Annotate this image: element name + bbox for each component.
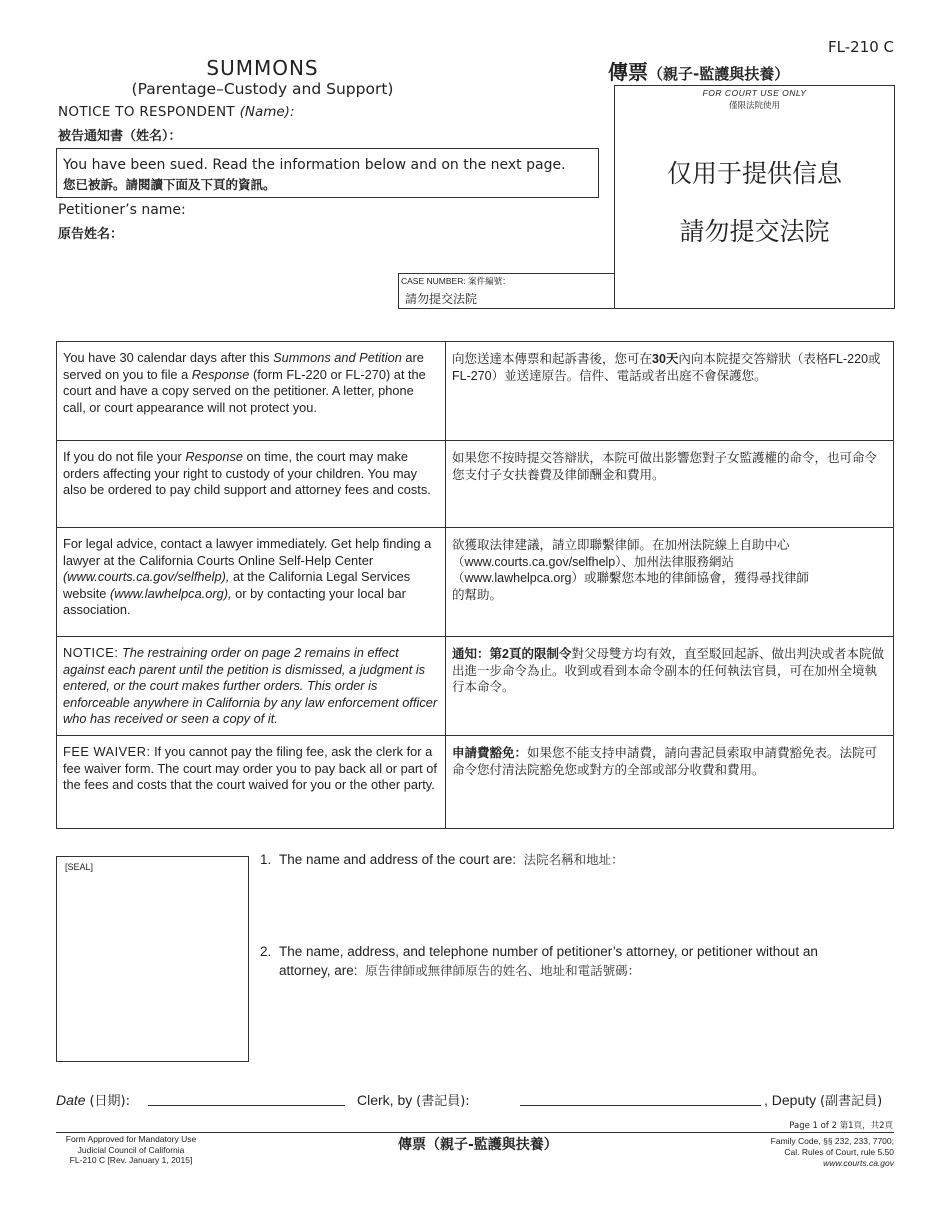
watermark-line-1: 仅用于提供信息 [666,159,842,188]
row-cn-text: 如果您不按時提交答辯狀，本院可做出影響您對子女監護權的命令，也可命令您支付子女扶養費及律師酬金和費用。 [446,441,894,528]
courts-website-link: www.courts.ca.gov [823,1158,894,1168]
row-en-text: You have 30 calendar days after this Summons and Petition are served on you to file a Response (form FL-220 or FL-270) at the court and have a copy served on the petitioner. A letter, phone call, or court appearance will not protect you. [57,342,446,441]
row-cn-text: 通知：第2頁的限制令對父母雙方均有效，直至駁回起訴、做出判決或者本院做出進一步命令為止。收到或看到本命令副本的任何執法官員，可在加州全境執行本命令。 [446,637,894,736]
seal-box [56,856,249,1062]
footer-citations: Family Code, §§ 232, 233, 7700; Cal. Rules of Court, rule 5.50 www.courts.ca.gov [770,1136,894,1168]
title-cn-main: 傳票 [608,60,648,84]
court-use-box [614,85,895,309]
table-row [57,528,894,637]
item-text-2: attorney, are: [279,963,358,978]
notice-label-name: (Name): [239,104,295,120]
row-cn-text: 申請費豁免：如果您不能支持申請費，請向書記員索取申請費豁免表。法院可命令您付清法院豁免您或對方的全部或部分收費和費用。 [446,736,894,829]
attorney-info-item [260,942,860,981]
date-label: Date (日期): [56,1092,130,1109]
item-text: The name and address of the court are: [279,852,517,867]
table-row [57,736,894,829]
footer-title: 傳票（親子-監護與扶養） [398,1137,558,1153]
petitioner-name-label-cn: 原告姓名： [58,227,124,242]
item-number: 1. [260,852,272,867]
clerk-label: Clerk, by (書記員): [357,1092,470,1109]
case-number-field[interactable] [398,273,615,309]
page-number: Page 1 of 2 第1頁，共2頁 [789,1121,893,1131]
item-text-cn: 法院名稱和地址： [523,853,624,867]
case-number-value: 請勿提交法院 [405,292,478,306]
row-en-text: NOTICE: The restraining order on page 2 remains in effect against each parent until the petition is dismissed, a judgment is entered, or the court makes further orders. This order is enforceable anywhere in California by any law enforcement officer who has received or seen a copy of it. [57,637,446,736]
item-text-cn: 原告律師或無律師原告的姓名、地址和電話號碼： [365,964,641,978]
clerk-field[interactable] [520,1105,761,1106]
item-number: 2. [260,944,272,959]
notice-to-respondent-label [58,104,295,120]
case-number-label: CASE NUMBER: 案件編號： [401,276,511,286]
form-id: FL-210 C [827,38,894,56]
row-cn-text: 欲獲取法律建議，請立即聯繫律師。在加州法院線上自助中心 （www.courts.ca.gov/selfhelp）、加州法律服務網站 （www.lawhelpca.org）或聯繫您本地的律師協會，獲得尋找律師 的幫助。 [446,528,894,637]
notice-to-respondent-label-cn: 被告通知書（姓名）： [58,129,182,144]
sued-text-en: You have been sued. Read the information below and on the next page. [63,157,566,173]
footer-divider [56,1132,894,1133]
page-title-cn [608,56,789,85]
date-field[interactable] [148,1105,345,1106]
item-text: The name, address, and telephone number of petitioner’s attorney, or petitioner without an [279,944,818,959]
self-help-link: (www.courts.ca.gov/selfhelp), [63,569,230,584]
court-use-label-cn: 僅限法院使用 [728,100,780,110]
seal-label: [SEAL] [65,862,94,872]
title-cn-sub: （親子-監護與扶養） [648,65,790,83]
notice-label-text: NOTICE TO RESPONDENT [58,104,235,120]
info-table [56,341,894,829]
lawhelp-link: (www.lawhelpca.org), [109,585,232,601]
watermark-line-2: 請勿提交法院 [679,217,830,246]
court-use-label: FOR COURT USE ONLY [702,88,807,98]
row-cn-text: 向您送達本傳票和起訴書後，您可在30天內向本院提交答辯狀（表格FL-220或FL-270）並送達原告。信件、電話或者出庭不會保護您。 [446,342,894,441]
table-row [57,342,894,441]
sued-notice-box [56,148,599,198]
page-subtitle: (Parentage–Custody and Support) [131,80,394,98]
row-en-text: For legal advice, contact a lawyer immediately. Get help finding a lawyer at the California Courts Online Self-Help Center (www.courts.ca.gov/selfhelp), at the California Legal Services website (www.lawhelpca.org), or by contacting your local bar association. [57,528,446,637]
footer-approval: Form Approved for Mandatory Use Judicial Council of California FL-210 C [Rev. January 1, 2015] [65,1134,197,1165]
deputy-label: , Deputy (副書記員) [764,1092,883,1109]
row-en-text: FEE WAIVER: If you cannot pay the filing fee, ask the clerk for a fee waiver form. The court may order you to pay back all or part of the fees and costs that the court waived for you or the other party. [57,736,446,829]
table-row [57,441,894,528]
petitioner-name-label: Petitioner’s name: [58,202,186,218]
row-en-text: If you do not file your Response on time, the court may make orders affecting your right to custody of your children. You may also be ordered to pay child support and attorney fees and costs. [57,441,446,528]
sued-text-cn: 您已被訴。請閱讀下面及下頁的資訊。 [63,177,276,192]
court-name-address-item [260,850,624,870]
table-row [57,637,894,736]
page-title: SUMMONS [206,56,319,80]
